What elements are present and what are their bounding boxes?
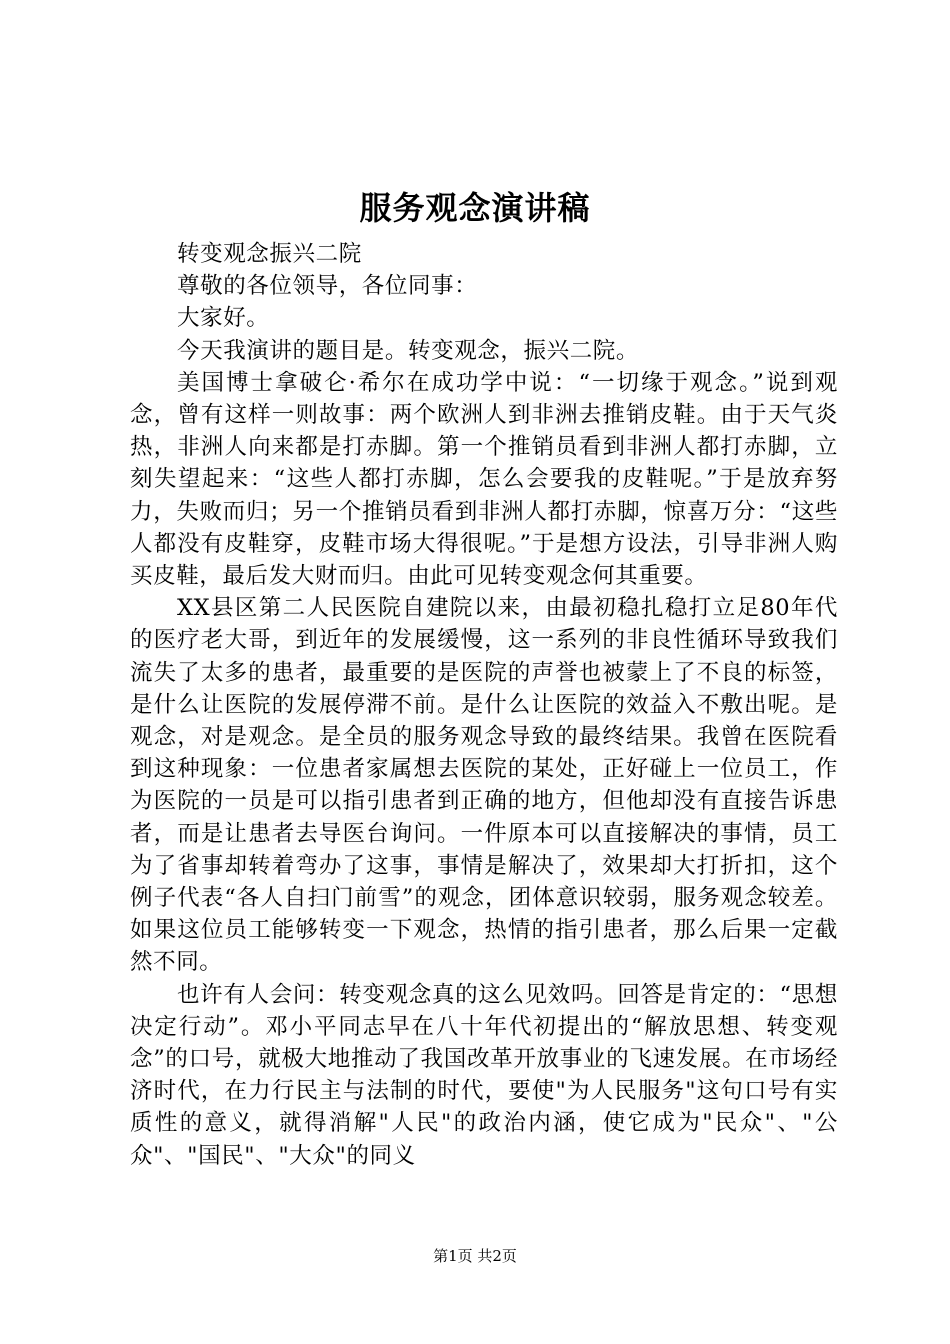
document-title: 服务观念演讲稿 (359, 189, 591, 227)
paragraph-greeting: 大家好。 (177, 305, 270, 332)
paragraph-hospital: XX县区第二人民医院自建院以来，由最初稳扎稳打立足80年代的医疗老大哥，到近年的发展缓慢，这一系列的非良性循环导致我们流失了太多的患者，最重要的是医院的声誉也被蒙上了不良的标签，是什么让医院的发展停滞不前。是什么让医院的效益入不敷出呢。是观念，对是观念。是全员的服务观念导致的最终结果。我曾在医院看到这种现象：一位患者家属想去医院的某处，正好碰上一位员工，作为医院的一员是可以指引患者到正确的地方，但他却没有直接告诉患者，而是让患者去导医台询问。一件原本可以直接解决的事情，员工为了省事却转着弯办了这事，事情是解决了，效果却大打折扣，这个例子代表“各人自扫门前雪”的观念，团体意识较弱，服务观念较差。如果这位员工能够转变一下观念，热情的指引患者，那么后果一定截然不同。 (130, 595, 838, 976)
paragraph-salutation: 尊敬的各位领导，各位同事： (177, 273, 478, 300)
paragraph-question: 也许有人会问：转变观念真的这么见效吗。回答是肯定的：“思想决定行动”。邓小平同志早在八十年代初提出的“解放思想、转变观念”的口号，就极大地推动了我国改革开放事业的飞速发展。在市场经济时代，在力行民主与法制的时代，要使"为人民服务"这句口号有实质性的意义，就得消解"人民"的政治内涵，使它成为"民众"、"公众"、"国民"、"大众"的同义 (130, 981, 838, 1169)
paragraph-subtitle: 转变观念振兴二院 (177, 241, 362, 267)
paragraph-story: 美国博士拿破仑·希尔在成功学中说：“一切缘于观念。”说到观念，曾有这样一则故事：两个欧洲人到非洲去推销皮鞋。由于天气炎热，非洲人向来都是打赤脚。第一个推销员看到非洲人都打赤脚，立刻失望起来：“这些人都打赤脚，怎么会要我的皮鞋呢。”于是放弃努力，失败而归；另一个推销员看到非洲人都打赤脚，惊喜万分：“这些人都没有皮鞋穿，皮鞋市场大得很呢。”于是想方设法，引导非洲人购买皮鞋，最后发大财而归。由此可见转变观念何其重要。 (130, 369, 838, 590)
paragraph-topic: 今天我演讲的题目是。转变观念，振兴二院。 (177, 337, 640, 364)
page-number-footer: 第1页 共2页 (433, 1247, 517, 1265)
document-body (130, 238, 838, 1172)
